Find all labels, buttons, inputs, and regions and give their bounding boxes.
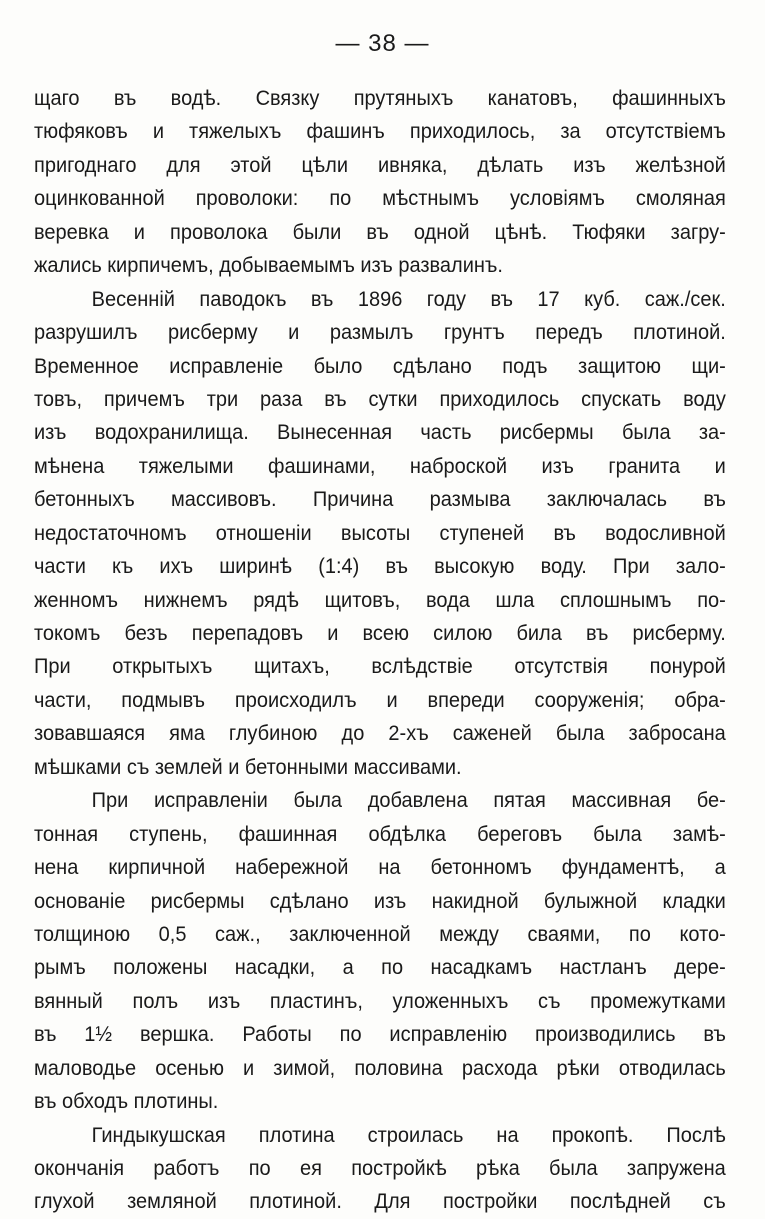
text-line: товъ, причемъ три раза въ сутки приходилось спускать воду bbox=[34, 386, 726, 411]
text-line: зовавшаяся яма глубиною до 2-хъ саженей была забросана bbox=[34, 721, 726, 746]
text-line: пригоднаго для этой цѣли ивняка, дѣлать изъ желѣзной bbox=[34, 152, 726, 177]
text-line: части, подмывъ происходилъ и впереди сооруженія; обра- bbox=[34, 687, 726, 712]
text-line: жались кирпичемъ, добываемымъ изъ развалинъ. bbox=[34, 253, 503, 278]
text-line: При открытыхъ щитахъ, вслѣдствіе отсутствія понурой bbox=[34, 654, 726, 679]
text-line: вянный полъ изъ пластинъ, уложенныхъ съ промежутками bbox=[34, 988, 726, 1013]
text-line: щаго въ водѣ. Связку прутяныхъ канатовъ, фашинныхъ bbox=[34, 86, 726, 110]
text-line: глухой земляной плотиной. Для постройки послѣдней съ bbox=[34, 1189, 726, 1214]
text-line: тюфяковъ и тяжелыхъ фашинъ приходилось, за отсутствіемъ bbox=[34, 119, 726, 144]
text-line: недостаточномъ отношеніи высоты ступеней въ водосливной bbox=[34, 520, 726, 545]
text-line: разрушилъ рисберму и размылъ грунтъ передъ плотиной. bbox=[34, 320, 726, 345]
text-line: основаніе рисбермы сдѣлано изъ накидной булыжной кладки bbox=[34, 888, 726, 913]
paragraph-start-line: При исправленіи была добавлена пятая массивная бе- bbox=[91, 788, 726, 813]
text-line: рымъ положены насадки, а по насадкамъ настланъ дере- bbox=[34, 955, 726, 980]
text-line: толщиною 0,5 саж., заключенной между сваями, по кото- bbox=[34, 921, 726, 946]
paragraph-start-line: Гиндыкушская плотина строилась на прокопѣ. Послѣ bbox=[91, 1122, 726, 1147]
text-line: тонная ступень, фашинная обдѣлка береговъ была замѣ- bbox=[34, 821, 726, 846]
text-line: Временное исправленіе было сдѣлано подъ защитою щи- bbox=[34, 353, 726, 378]
text-line: въ обходъ плотины. bbox=[34, 1089, 219, 1114]
text-line: части къ ихъ ширинѣ (1:4) въ высокую воду. При зало- bbox=[34, 554, 726, 579]
paragraph-start-line: Весенній паводокъ въ 1896 году въ 17 куб. саж./сек. bbox=[91, 286, 726, 311]
body-text bbox=[34, 82, 726, 1219]
text-line: маловодье осенью и зимой, половина расхода рѣки отводилась bbox=[34, 1055, 726, 1080]
text-line: нена кирпичной набережной на бетонномъ фундаментѣ, а bbox=[34, 855, 726, 880]
text-line: бетонныхъ массивовъ. Причина размыва заключалась въ bbox=[34, 487, 726, 512]
text-line: окончанія работъ по ея постройкѣ рѣка была запружена bbox=[34, 1156, 726, 1180]
text-line: мѣнена тяжелыми фашинами, наброской изъ гранита и bbox=[34, 453, 726, 478]
text-line: мѣшками съ землей и бетонными массивами. bbox=[34, 754, 462, 779]
page-number: — 38 — bbox=[335, 30, 430, 57]
text-line: веревка и проволока были въ одной цѣнѣ. Тюфяки загру- bbox=[34, 219, 726, 244]
text-line: изъ водохранилища. Вынесенная часть рисбермы была за- bbox=[34, 420, 726, 445]
text-line: оцинкованной проволоки: по мѣстнымъ условіямъ смоляная bbox=[34, 186, 726, 211]
text-line: женномъ нижнемъ рядѣ щитовъ, вода шла сплошнымъ по- bbox=[34, 587, 726, 612]
text-line: токомъ безъ перепадовъ и всею силою била въ рисберму. bbox=[34, 621, 726, 645]
text-line: въ 1½ вершка. Работы по исправленію производились въ bbox=[34, 1022, 726, 1047]
